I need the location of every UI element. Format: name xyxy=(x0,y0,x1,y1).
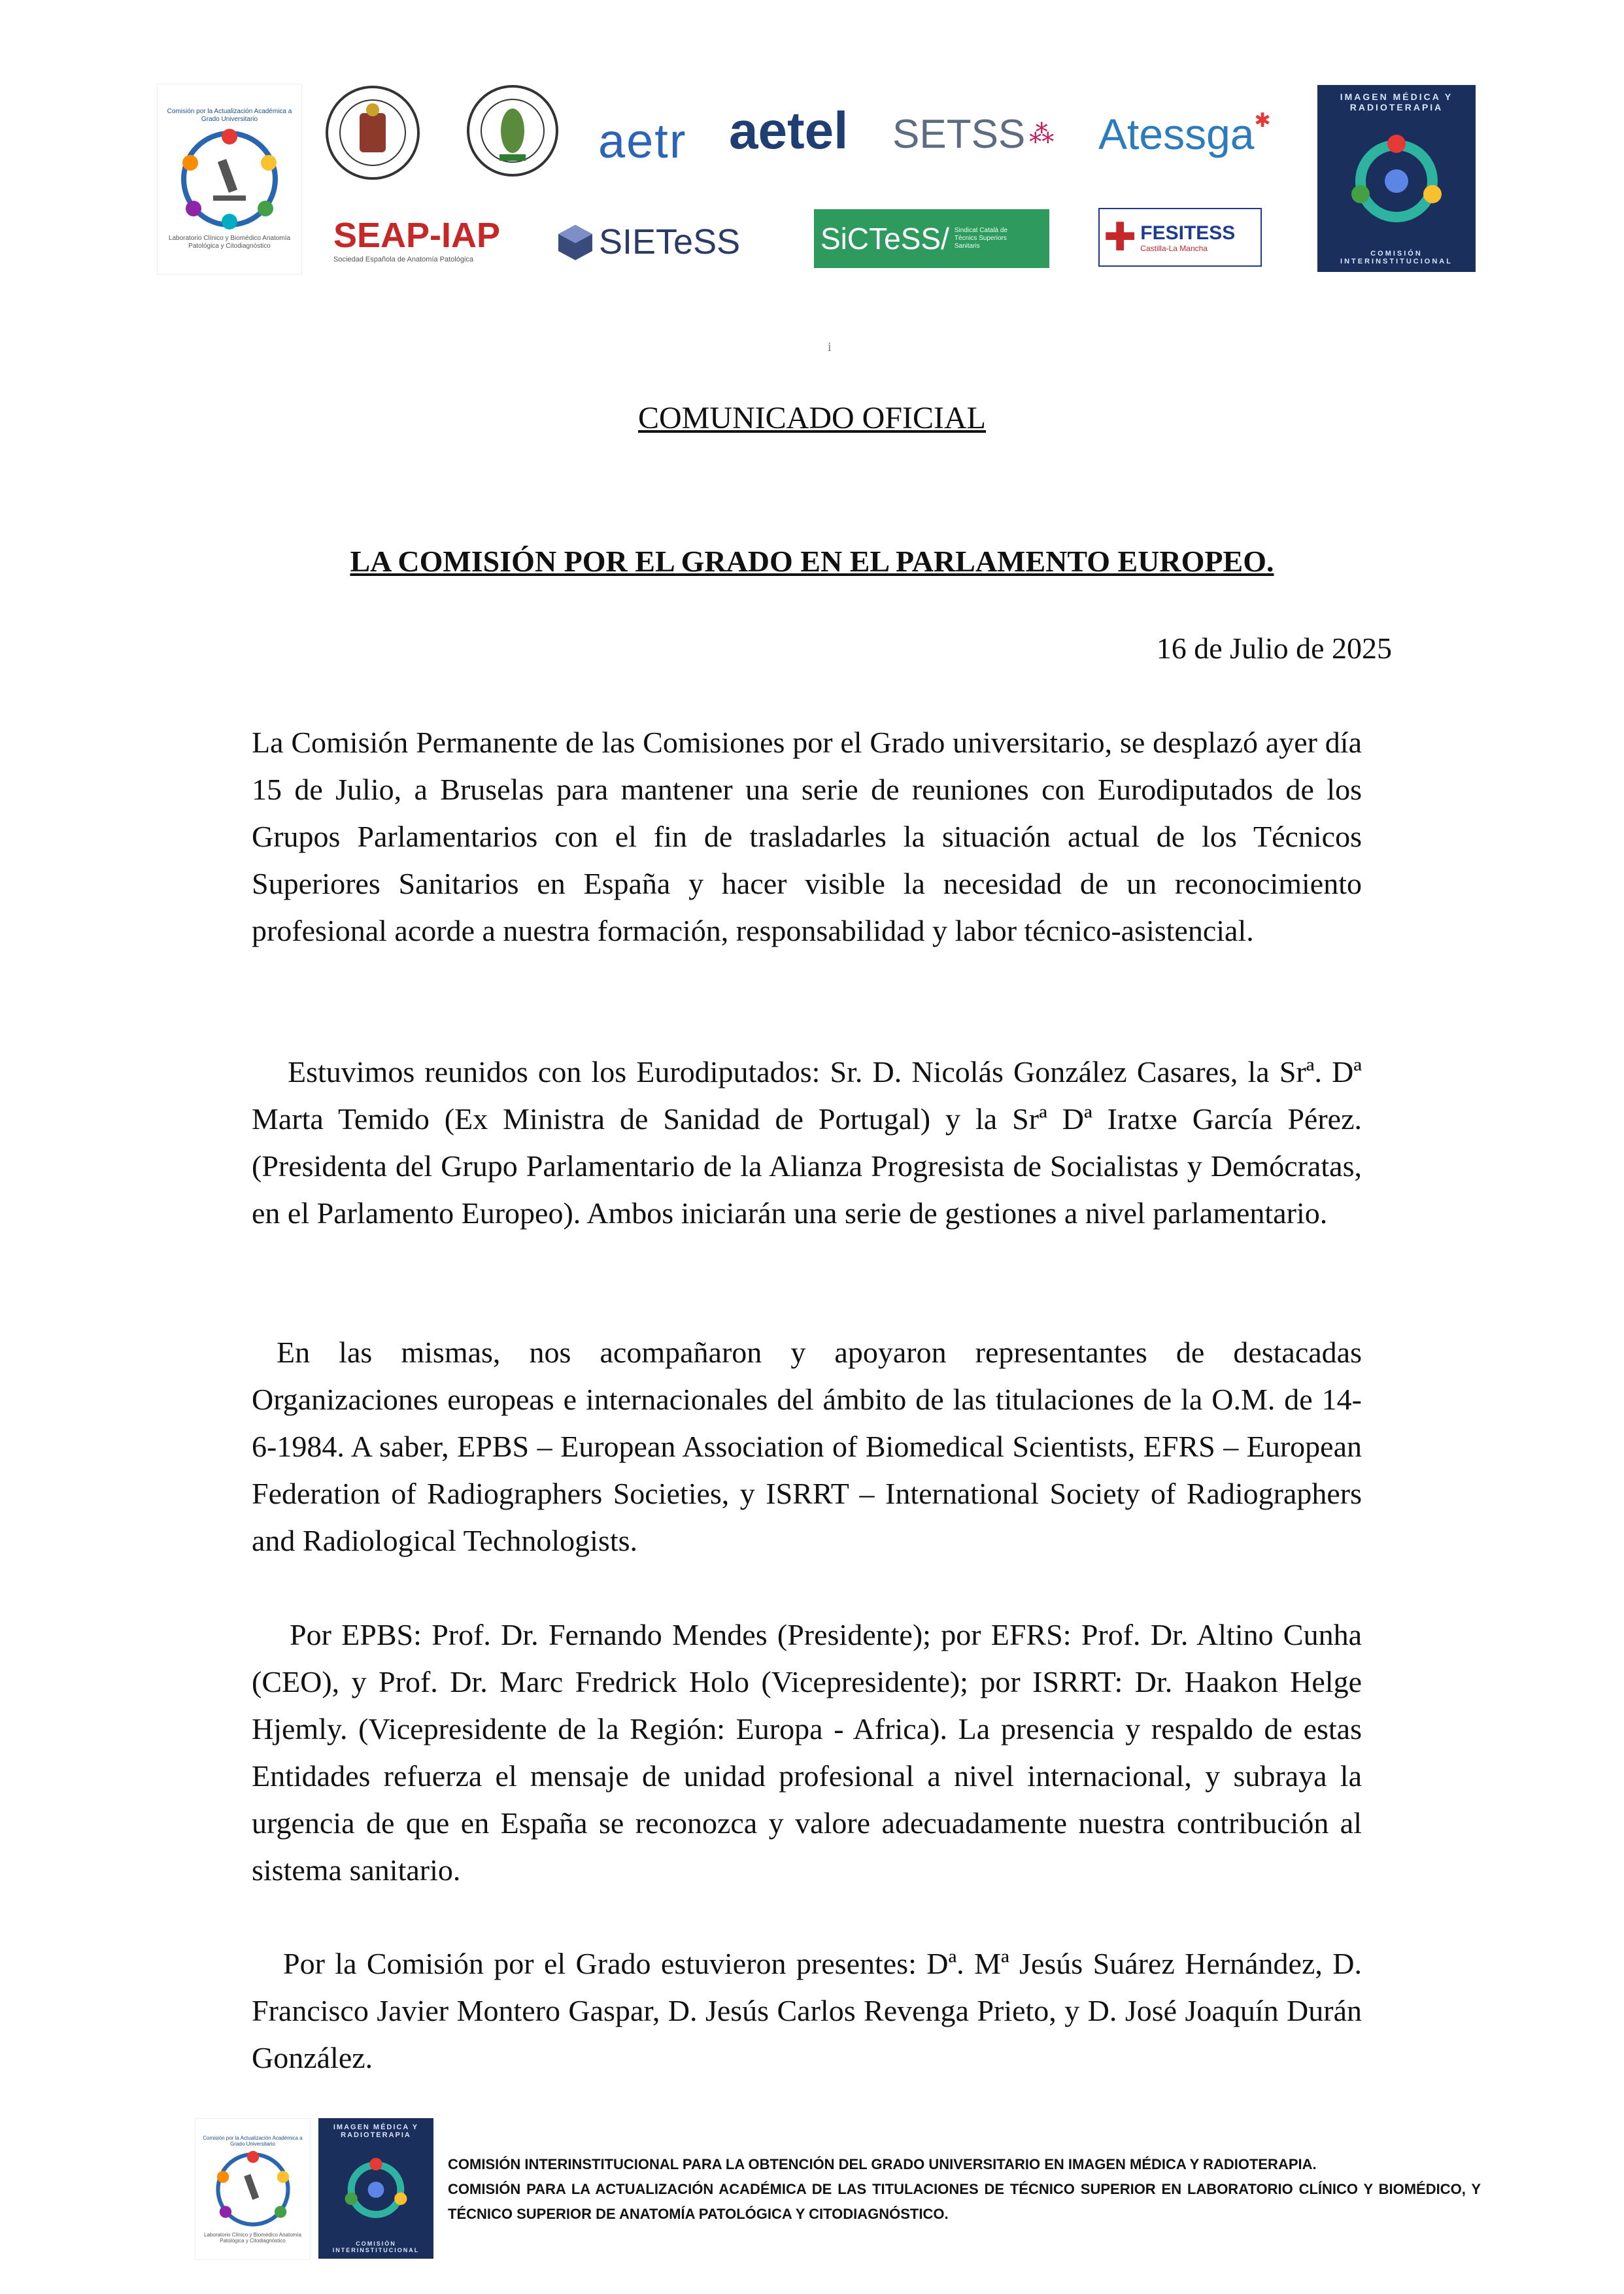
paragraph-5 xyxy=(252,1940,1362,2082)
paragraph-text: En las mismas, nos acompañaron y apoyaron representantes de destacadas Organizaciones europeas e internacionales del ámbito de las titulaciones de la O.M. de 14-6-1984. A saber, EPBS – European Association of Biomedical Scientists, EFRS – European Federation of Radiographers Societies, y ISRRT – International Society of Radiographers and Radiological Technologists. xyxy=(252,1336,1362,1557)
aetel-logo xyxy=(729,88,860,173)
document-date: 16 de Julio de 2025 xyxy=(1156,632,1392,665)
page-title: COMUNICADO OFICIAL xyxy=(637,401,986,435)
comision-lab-logo-title: Comisión por la Actualización Académica a Grado Universitario xyxy=(167,108,292,123)
microscope-icon xyxy=(211,2147,296,2232)
paragraph-text: Estuvimos reunidos con los Eurodiputados: Sr. D. Nicolás González Casares, la Srª. Dª Marta Temido (Ex Ministra de Sanidad de Portugal) y la Srª Dª Iratxe García Pérez. (Presidenta del Grupo Parlamentario de la Alianza Progresista de Socialistas y Demócratas, en el Parlamento Europeo). Ambos iniciarán una serie de gestiones a nivel parlamentario. xyxy=(252,1055,1362,1230)
paragraph-2 xyxy=(252,1049,1362,1237)
footer-comision-lab-logo xyxy=(195,2118,311,2260)
footer-logo-left-sub: Laboratorio Clínico y Biomédico Anatomía Patológica y Citodiagnóstico xyxy=(204,2231,301,2244)
fesitess-logo-sub: Castilla-La Mancha xyxy=(1140,244,1208,253)
atessga-logo-text: Atessga xyxy=(1098,110,1255,158)
dots-icon: ⁂ xyxy=(1029,120,1055,148)
seal-emblem-icon xyxy=(465,84,560,178)
footer-imagen-medica-logo xyxy=(318,2118,433,2259)
setss-logo xyxy=(892,98,1055,170)
sictess-logo-sub: Sindicat Català de Tècnics Superiors Sanitaris xyxy=(954,227,1008,250)
fesitess-logo xyxy=(1098,208,1262,267)
paragraph-3 xyxy=(252,1329,1362,1564)
sietess-logo xyxy=(556,212,771,271)
seap-iap-logo-text: SEAP-IAP xyxy=(333,215,501,255)
paragraph-4 xyxy=(252,1611,1362,1894)
paragraph-text: Por EPBS: Prof. Dr. Fernando Mendes (Presidente); por EFRS: Prof. Dr. Altino Cunha (CEO), y Prof. Dr. Marc Fredrick Holo (Vicepresidente); por ISRRT: Dr. Haakon Helge Hjemly. (Vicepresidente de la Región: Europa - Africa). La presencia y respaldo de estas Entidades refuerza el mensaje de unidad profesional a nivel internacional, y subraya la urgencia de que en España se reconozca y valore adecuadamente nuestra contribución al sistema sanitario. xyxy=(252,1618,1362,1887)
people-circle-icon xyxy=(1344,132,1449,230)
sictess-logo xyxy=(814,209,1049,268)
cross-icon: ✚ xyxy=(1104,216,1137,259)
sietess-logo-text: SIETeSS xyxy=(599,222,741,261)
imagen-medica-logo-sub: COMISIÓN INTERINSTITUCIONAL xyxy=(1340,250,1453,265)
aetr-logo xyxy=(598,108,736,173)
sictess-logo-text: SiCTeSS/ xyxy=(820,222,949,256)
footer-line-2: COMISIÓN PARA LA ACTUALIZACIÓN ACADÉMICA DE LAS TITULACIONES DE TÉCNICO SUPERIOR EN LABORATORIO CLÍNICO Y BIOMÉDICO, Y TÉCNICO SUPERIOR DE ANATOMÍA PATOLÓGICA Y CITODIAGNÓSTICO. xyxy=(448,2181,1481,2222)
footer-line-1: COMISIÓN INTERINSTITUCIONAL PARA LA OBTENCIÓN DEL GRADO UNIVERSITARIO EN IMAGEN MÉDICA Y RADIOTERAPIA. xyxy=(448,2156,1317,2172)
fesitess-logo-text: FESITESS xyxy=(1140,222,1236,244)
people-circle-icon xyxy=(340,2155,412,2224)
microscope-icon xyxy=(174,124,285,235)
colegio-seal-1 xyxy=(324,84,422,182)
imagen-medica-logo xyxy=(1317,85,1476,272)
star-icon: ✱ xyxy=(1254,110,1271,131)
seap-iap-logo xyxy=(333,208,516,270)
aetr-logo-text: aetr xyxy=(598,113,687,168)
imagen-medica-logo-title: IMAGEN MÉDICA Y RADIOTERAPIA xyxy=(1340,92,1453,112)
comision-lab-logo-sub: Laboratorio Clínico y Biomédico Anatomía Patológica y Citodiagnóstico xyxy=(168,235,291,250)
comision-lab-logo xyxy=(157,84,302,275)
paragraph-1 xyxy=(252,719,1362,954)
colegio-seal-2 xyxy=(465,84,560,178)
footer-logo-right-sub: COMISIÓN INTERINSTITUCIONAL xyxy=(332,2240,420,2253)
atessga-logo xyxy=(1098,98,1281,170)
footer-logo-left-title: Comisión por la Actualización Académica a Grado Universitario xyxy=(203,2134,303,2147)
footer-text xyxy=(448,2152,1481,2227)
aetel-logo-text: aetel xyxy=(729,101,849,160)
paragraph-text: Por la Comisión por el Grado estuvieron presentes: Dª. Mª Jesús Suárez Hernández, D. Francisco Javier Montero Gaspar, D. Jesús Carlos Revenga Prieto, y D. José Joaquín Durán González. xyxy=(252,1947,1362,2074)
footer-logo-right-title: IMAGEN MÉDICA Y RADIOTERAPIA xyxy=(333,2123,419,2139)
page-marker: i xyxy=(828,340,832,354)
cube-icon xyxy=(556,222,595,261)
paragraph-text: La Comisión Permanente de las Comisiones por el Grado universitario, se desplazó ayer día 15 de Julio, a Bruselas para mantener una serie de reuniones con Eurodiputados de los Grupos Parlamentarios con el fin de trasladarles la situación actual de los Técnicos Superiores Sanitarios en España y hacer visible la necesidad de un reconocimiento profesional acorde a nuestra formación, responsabilidad y labor técnico-asistencial. xyxy=(252,726,1362,947)
seap-iap-logo-sub: Sociedad Española de Anatomía Patológica xyxy=(333,255,474,263)
setss-logo-text: SETSS xyxy=(892,111,1026,157)
seal-emblem-icon xyxy=(324,84,422,182)
headline: LA COMISIÓN POR EL GRADO EN EL PARLAMENTO EUROPEO. xyxy=(350,545,1274,578)
